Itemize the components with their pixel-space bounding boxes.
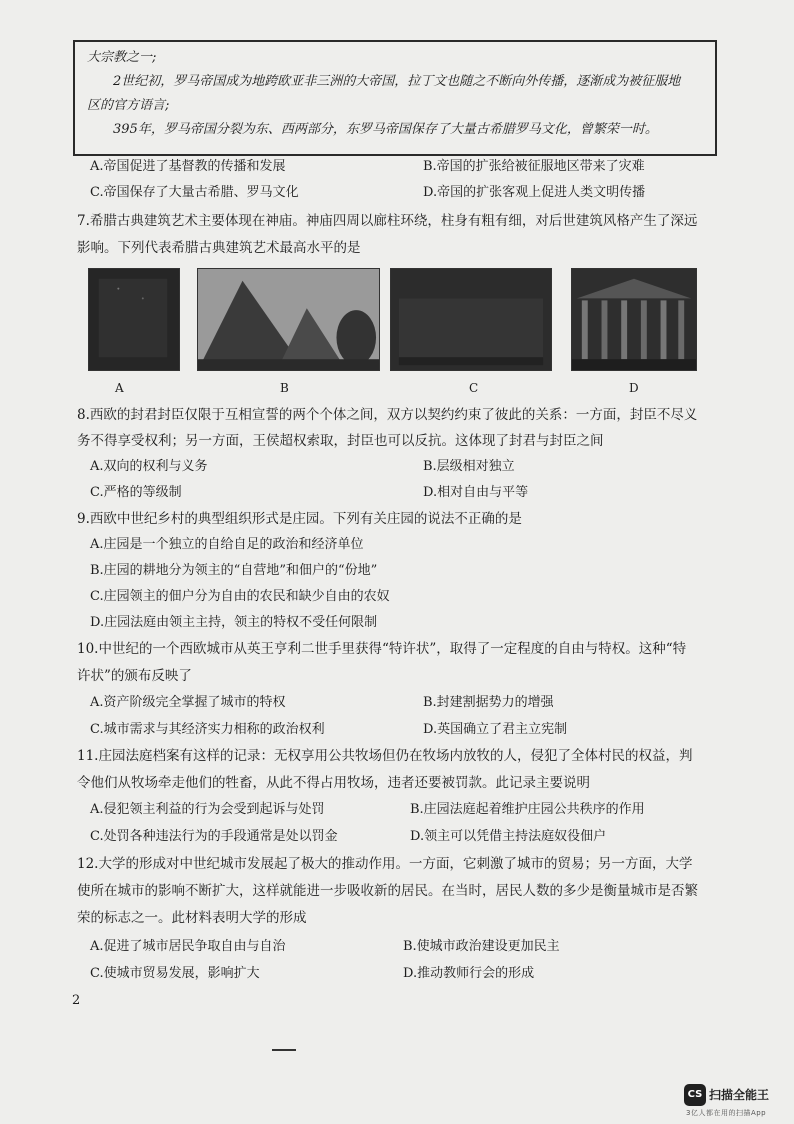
photo-label-c: C [469, 381, 479, 395]
photo-d [571, 268, 697, 371]
q11-option-a: A.侵犯领主利益的行为会受到起诉与处罚 [90, 802, 325, 817]
q9-option-a: A.庄园是一个独立的自给自足的政治和经济单位 [90, 537, 364, 552]
q10-option-b: B.封建割据势力的增强 [423, 695, 554, 710]
q7-stem-line-2: 影响。下列代表希腊古典建筑艺术最高水平的是 [77, 240, 361, 256]
q10-option-a: A.资产阶级完全掌握了城市的特权 [90, 695, 286, 710]
q10-stem-line-1: 10.中世纪的一个西欧城市从英王亨利二世手里获得“特许状”，取得了一定程度的自由与特权。这种“特 [77, 641, 687, 657]
q11-option-d: D.领主可以凭借主持法庭奴役佃户 [410, 829, 607, 844]
q11-option-c: C.处罚各种违法行为的手段通常是处以罚金 [90, 829, 338, 844]
photo-a [88, 268, 180, 371]
material-line-2: 2世纪初，罗马帝国成为地跨欧亚非三洲的大帝国，拉丁文也随之不断向外传播，逐渐成为被征服地 [113, 74, 681, 89]
q12-stem-line-2: 使所在城市的影响不断扩大，这样就能进一步吸收新的居民。在当时，居民人数的多少是衡量城市是否繁 [77, 883, 698, 899]
watermark-app-name: 扫描全能王 [709, 1088, 770, 1102]
photo-label-d: D [629, 381, 639, 395]
page-number: 2 [72, 993, 81, 1008]
material-line-1: 大宗教之一; [87, 50, 157, 65]
q8-option-b: B.层级相对独立 [423, 459, 515, 474]
photo-c [390, 268, 552, 371]
q7-stem-line-1: 7.希腊古典建筑艺术主要体现在神庙。神庙四周以廊柱环绕，柱身有粗有细，对后世建筑风格产生了深远 [77, 213, 698, 229]
q6-option-c: C.帝国保存了大量古希腊、罗马文化 [90, 185, 299, 200]
q12-stem-line-3: 荣的标志之一。此材料表明大学的形成 [77, 910, 307, 926]
q6-option-b: B.帝国的扩张给被征服地区带来了灾难 [423, 159, 645, 174]
footer-mark [272, 1049, 296, 1051]
material-line-4: 395年，罗马帝国分裂为东、西两部分，东罗马帝国保存了大量古希腊罗马文化，曾繁荣一时。 [113, 122, 658, 137]
q10-option-c: C.城市需求与其经济实力相称的政治权利 [90, 722, 325, 737]
q8-option-c: C.严格的等级制 [90, 485, 182, 500]
q10-stem-line-2: 许状”的颁布反映了 [77, 668, 192, 684]
q8-option-a: A.双向的权利与义务 [90, 459, 208, 474]
q8-option-d: D.相对自由与平等 [423, 485, 529, 500]
q9-option-d: D.庄园法庭由领主主持，领主的特权不受任何限制 [90, 615, 378, 630]
q11-stem-line-2: 令他们从牧场牵走他们的牲畜，从此不得占用牧场，违者还要被罚款。此记录主要说明 [77, 775, 590, 791]
photo-label-a: A [115, 381, 124, 395]
q8-stem-line-1: 8.西欧的封君封臣仅限于互相宣誓的两个个体之间，双方以契约约束了彼此的关系：一方面，封臣不尽义 [77, 407, 698, 423]
q12-option-c: C.使城市贸易发展，影响扩大 [90, 966, 260, 981]
q12-option-d: D.推动教师行会的形成 [403, 966, 535, 981]
q12-stem-line-1: 12.大学的形成对中世纪城市发展起了极大的推动作用。一方面，它刺激了城市的贸易；另一方面，大学 [77, 856, 693, 872]
q12-option-b: B.使城市政治建设更加民主 [403, 939, 560, 954]
scanner-watermark [684, 1084, 784, 1118]
q8-stem-line-2: 务不得享受权利；另一方面，王侯超权索取，封臣也可以反抗。这体现了封君与封臣之间 [77, 433, 604, 449]
q9-option-b: B.庄园的耕地分为领主的“自营地”和佃户的“份地” [90, 563, 378, 578]
q11-option-b: B.庄园法庭起着维护庄园公共秩序的作用 [410, 802, 645, 817]
q6-option-a: A.帝国促进了基督教的传播和发展 [90, 159, 286, 174]
watermark-tagline: 3亿人都在用的扫描App [686, 1109, 767, 1117]
camscanner-logo-icon: CS [684, 1084, 706, 1106]
q10-option-d: D.英国确立了君主立宪制 [423, 722, 568, 737]
q12-option-a: A.促进了城市居民争取自由与自治 [90, 939, 286, 954]
q11-stem-line-1: 11.庄园法庭档案有这样的记录：无权享用公共牧场但仍在牧场内放牧的人，侵犯了全体村民的权益，判 [77, 748, 693, 764]
q9-option-c: C.庄园领主的佃户分为自由的农民和缺少自由的农奴 [90, 589, 390, 604]
q9-stem: 9.西欧中世纪乡村的典型组织形式是庄园。下列有关庄园的说法不正确的是 [77, 511, 522, 527]
q6-option-d: D.帝国的扩张客观上促进人类文明传播 [423, 185, 646, 200]
material-line-3: 区的官方语言; [87, 98, 170, 113]
photo-label-b: B [280, 381, 289, 395]
photo-b-pyramids [197, 268, 380, 371]
material-box [73, 40, 717, 156]
